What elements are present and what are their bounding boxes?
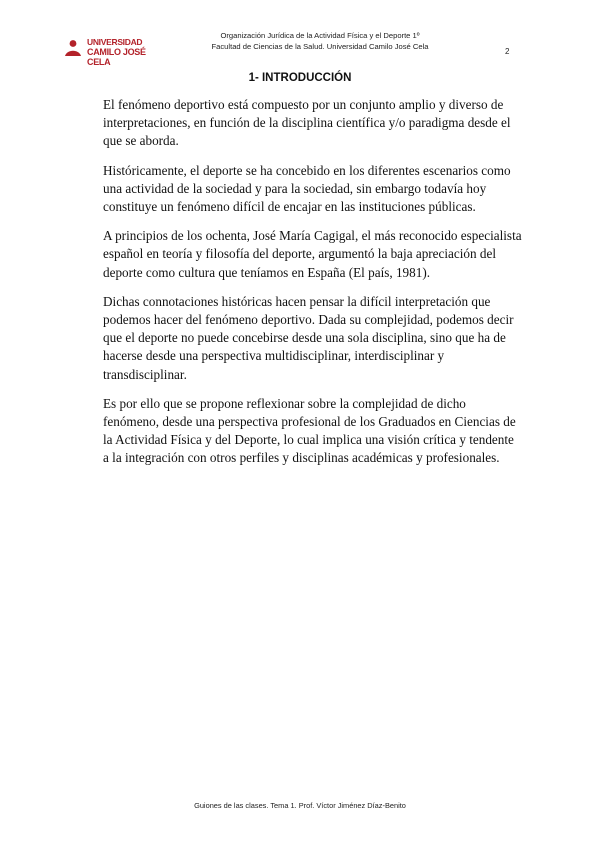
paragraph-4: Dichas connotaciones históricas hacen pensar la difícil interpretación que podemos hacer del fenómeno deportivo. Dada su complejidad, podemos decir que el deporte no puede concebirse desde una sola disciplina, sino que ha de hacerse desde una perspectiva multidisciplinar, interdisciplinar y transdisciplinar.	[103, 293, 514, 382]
paragraph-1: El fenómeno deportivo está compuesto por un conjunto amplio y diverso de interpretaciones, en función de la disciplina científica y/o paradigma desde el que se aborda.	[103, 97, 511, 149]
paragraph-2: Históricamente, el deporte se ha concebido en los diferentes escenarios como una actividad de la sociedad y para la sociedad, sin embargo todavía hoy constituye un fenómeno difícil de encajar en las instituciones públicas.	[103, 162, 511, 215]
page-footer: Guiones de las clases. Tema 1. Prof. Víctor Jiménez Díaz-Benito	[194, 801, 406, 810]
paragraph-3: A principios de los ochenta, José María Cagigal, el más reconocido especialista español en teoría y filosofía del deporte, argumentó la baja apreciación del deporte como cultura que teníamos en España (El país, 1981).	[103, 228, 522, 280]
page-number: 2	[505, 47, 510, 56]
body-text	[103, 96, 523, 479]
logo-line-2: CAMILO JOSÉ CELA	[87, 47, 146, 67]
header-text	[190, 30, 450, 52]
faculty-name: Facultad de Ciencias de la Salud. Universidad Camilo José Cela	[211, 42, 429, 51]
page-header	[0, 0, 600, 70]
paragraph-5: Es por ello que se propone reflexionar sobre la complejidad de dicho fenómeno, desde una perspectiva profesional de los Graduados en Ciencias de la Actividad Física y del Deporte, lo cual implica una visión crítica y tendente a la integración con otros perfiles y disciplinas académicas y profesionales.	[103, 395, 516, 466]
logo-emblem-icon	[64, 39, 82, 57]
section-title: 1- INTRODUCCIÓN	[248, 72, 352, 84]
logo-wordmark	[87, 37, 164, 67]
university-logo	[64, 37, 164, 67]
logo-line-1: UNIVERSIDAD	[87, 37, 143, 47]
course-title: Organización Jurídica de la Actividad Física y el Deporte 1º	[220, 31, 420, 40]
